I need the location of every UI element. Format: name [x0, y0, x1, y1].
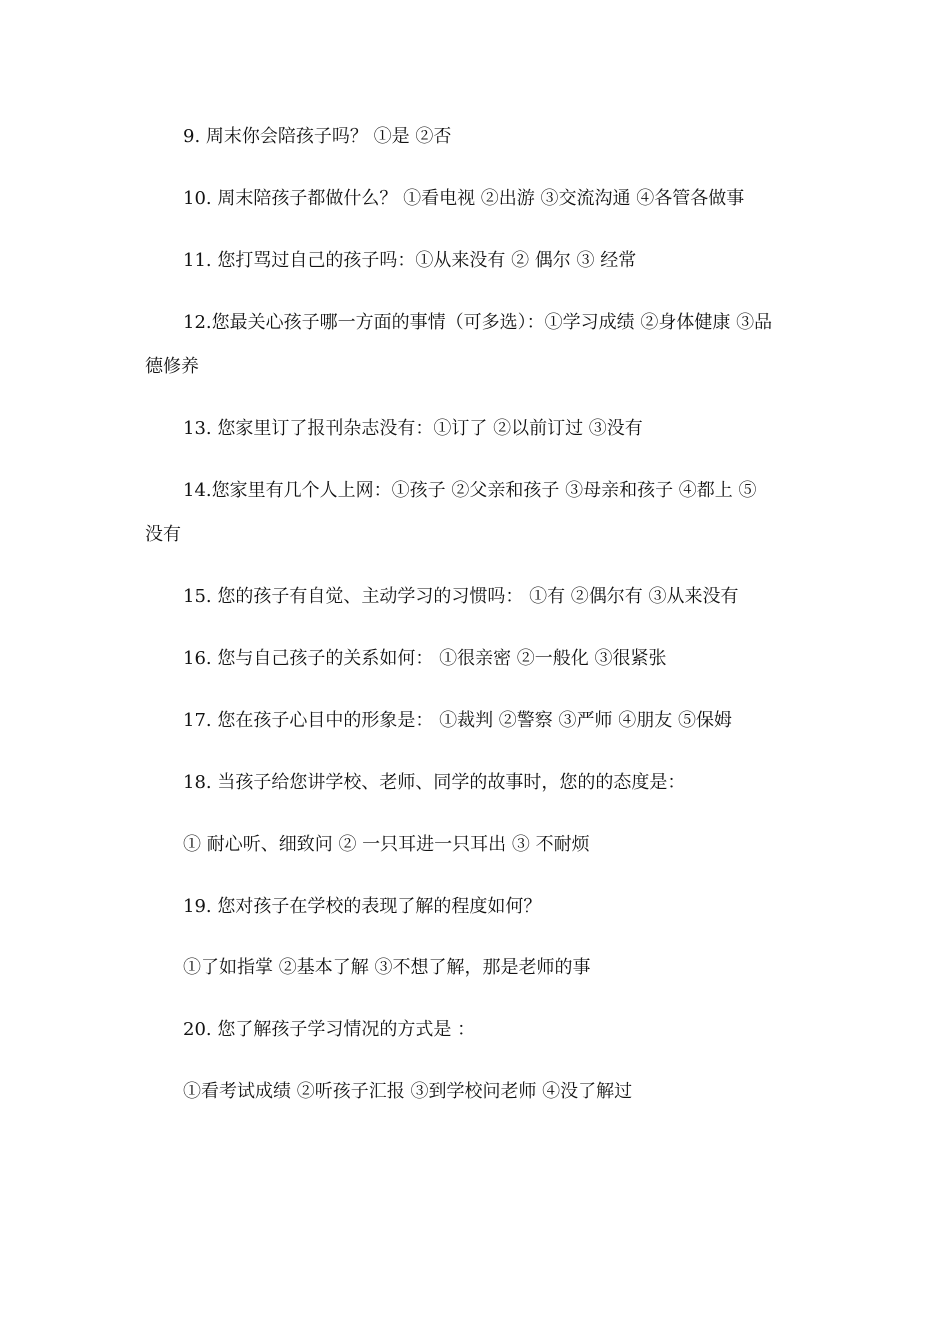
question-19: 19. 您对孩子在学校的表现了解的程度如何？ [183, 896, 542, 917]
question-14: 14.您家里有几个人上网：①孩子 ②父亲和孩子 ③母亲和孩子 ④都上 ⑤ [183, 480, 757, 501]
question-20: 20. 您了解孩子学习情况的方式是 ： [183, 1019, 476, 1040]
question-15: 15. 您的孩子有自觉、主动学习的习惯吗： ①有 ②偶尔有 ③从来没有 [183, 586, 739, 607]
question-12-continuation: 德修养 [145, 356, 199, 377]
question-16: 16. 您与自己孩子的关系如何： ①很亲密 ②一般化 ③很紧张 [183, 648, 667, 669]
question-13: 13. 您家里订了报刊杂志没有：①订了 ②以前订过 ③没有 [183, 418, 643, 439]
question-9: 9. 周末你会陪孩子吗？ ①是 ②否 [183, 126, 452, 147]
question-10: 10. 周末陪孩子都做什么？ ①看电视 ②出游 ③交流沟通 ④各管各做事 [183, 188, 745, 209]
question-12: 12.您最关心孩子哪一方面的事情（可多选）：①学习成绩 ②身体健康 ③品 [183, 312, 773, 333]
question-11: 11. 您打骂过自己的孩子吗：①从来没有 ② 偶尔 ③ 经常 [183, 250, 637, 271]
question-19-options: ①了如指掌 ②基本了解 ③不想了解，那是老师的事 [183, 957, 591, 978]
question-14-continuation: 没有 [145, 524, 181, 545]
question-20-options: ①看考试成绩 ②听孩子汇报 ③到学校问老师 ④没了解过 [183, 1081, 633, 1102]
question-18: 18. 当孩子给您讲学校、老师、同学的故事时，您的的态度是： [183, 772, 686, 793]
question-18-options: ① 耐心听、细致问 ② 一只耳进一只耳出 ③ 不耐烦 [183, 834, 590, 855]
question-17: 17. 您在孩子心目中的形象是： ①裁判 ②警察 ③严师 ④朋友 ⑤保姆 [183, 710, 732, 731]
